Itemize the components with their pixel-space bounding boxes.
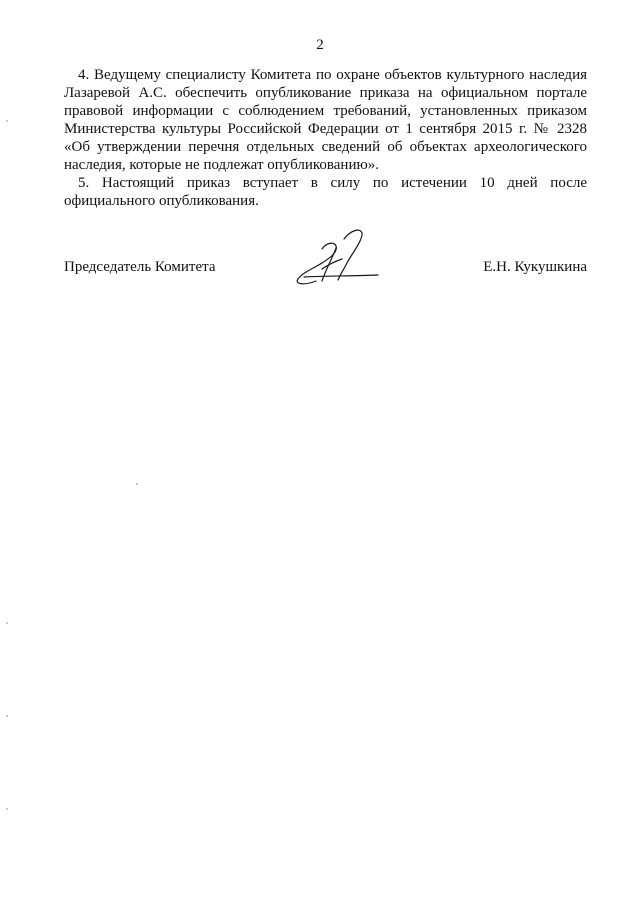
page-number: 2 bbox=[316, 37, 324, 53]
paragraph-4: 4. Ведущему специалисту Комитета по охране объектов культурного наследия Лазаревой А.С. обеспечить опубликование приказа на официальном портале правовой информации с соблюдением требований, установленных приказом Министерства культуры Российской Федерации от 1 сентября 2015 г. № 2328 «Об утверждении перечня отдельных сведений об объектах археологического наследия, которые не подлежат опубликованию». bbox=[64, 67, 587, 173]
paragraph-5: 5. Настоящий приказ вступает в силу по истечении 10 дней после официального опубликования. bbox=[64, 175, 587, 209]
signatory-name: Е.Н. Кукушкина bbox=[483, 259, 587, 275]
scan-speck bbox=[6, 715, 8, 717]
signatory-position: Председатель Комитета bbox=[64, 259, 216, 275]
scan-speck bbox=[6, 808, 8, 810]
scan-speck bbox=[136, 483, 138, 485]
scan-speck bbox=[6, 622, 8, 624]
handwritten-signature bbox=[292, 225, 384, 289]
document-body bbox=[64, 66, 587, 210]
scan-speck bbox=[6, 120, 8, 122]
